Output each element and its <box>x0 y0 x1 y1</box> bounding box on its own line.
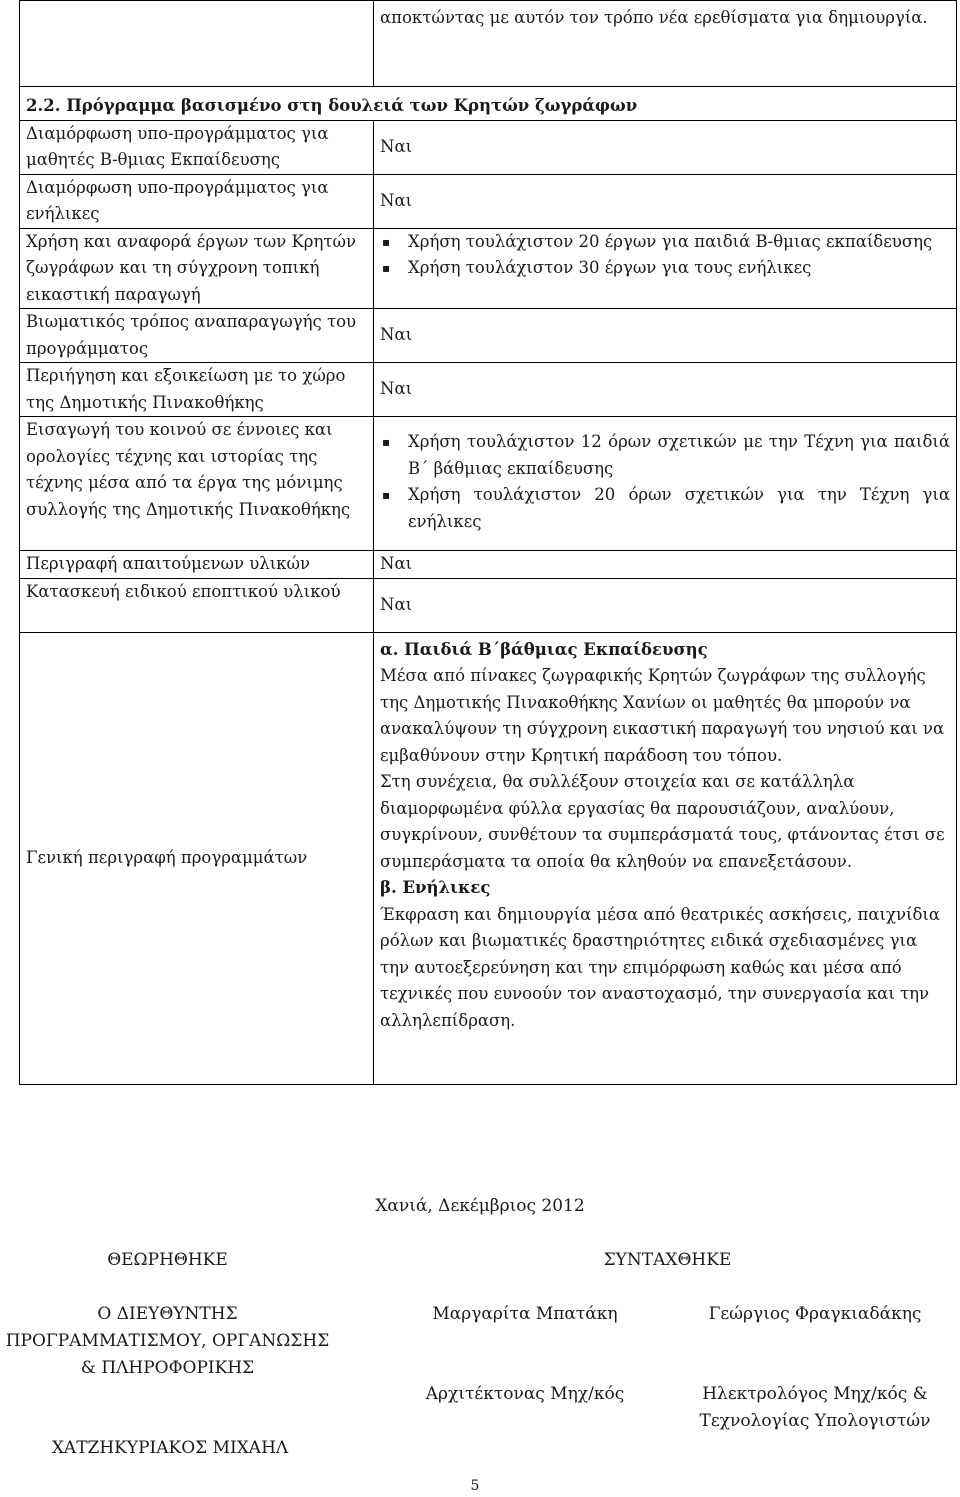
director-title-line: Ο ΔΙΕΥΘΥΝΤΗΣ <box>97 1304 238 1324</box>
table-row <box>20 228 957 309</box>
criterion-value: Ναι <box>374 578 957 632</box>
empty-cell <box>20 1 374 87</box>
table-row <box>20 363 957 417</box>
criterion-label: Περιήγηση και εξοικείωση με το χώρο της Δημοτικής Πινακοθήκης <box>20 363 374 417</box>
author2-role-line: Ηλεκτρολόγος Μηχ/κός & <box>702 1384 928 1404</box>
compiled-label: ΣΥΝΤΑΧΘΗΚΕ <box>603 1250 732 1270</box>
paragraph: Μέσα από πίνακες ζωγραφικής Κρητών ζωγράφων της συλλογής της Δημοτικής Πινακοθήκης Χανίων οι μαθητές θα μπορούν να ανακαλύψουν τη σύγχρονη εικαστική παραγωγή του νησιού και να εμβαθύνουν στην Κρητική παράδοση του τόπου. <box>380 666 945 765</box>
bullet-list <box>380 229 950 282</box>
criterion-value <box>374 417 957 551</box>
criterion-label: Διαμόρφωση υπο-προγράμματος για μαθητές Β-θμιας Εκπαίδευσης <box>20 120 374 174</box>
table-row <box>20 120 957 174</box>
criterion-label: Εισαγωγή του κοινού σε έννοιες και ορολογίες τέχνης και ιστορίας της τέχνης μέσα από τα έργα της μόνιμης συλλογής της Δημοτικής Πινακοθήκης <box>20 417 374 551</box>
table-row <box>20 309 957 363</box>
author2-name: Γεώργιος Φραγκιαδάκης <box>708 1304 922 1324</box>
criterion-label: Κατασκευή ειδικού εποπτικού υλικού <box>20 578 374 632</box>
criterion-value <box>374 228 957 309</box>
author1-name: Μαργαρίτα Μπατάκη <box>432 1304 618 1324</box>
table-row <box>20 417 957 551</box>
criterion-value: Ναι <box>374 174 957 228</box>
table-row <box>20 632 957 1084</box>
author1-role: Αρχιτέκτονας Μηχ/κός <box>425 1384 625 1404</box>
page-number: 5 <box>470 1478 480 1494</box>
author2-role <box>670 1381 960 1435</box>
program-table <box>19 0 957 1085</box>
director-name: ΧΑΤΖΗΚΥΡΙΑΚΟΣ ΜΙΧΑΗΛ <box>51 1438 289 1458</box>
list-item: ▪ Χρήση τουλάχιστον 30 έργων για τους ενήλικες <box>380 255 950 282</box>
list-item: ▪ Χρήση τουλάχιστον 20 όρων σχετικών για την Τέχνη για ενήλικες <box>380 482 950 535</box>
place-date: Χανιά, Δεκέμβριος 2012 <box>375 1196 585 1216</box>
cell-text: αποκτώντας με αυτόν τον τρόπο νέα ερεθίσματα για δημιουργία. <box>380 8 928 27</box>
seen-label: ΘΕΩΡΗΘΗΚΕ <box>107 1250 228 1270</box>
bullet-list <box>380 429 950 535</box>
criterion-value: Ναι <box>374 309 957 363</box>
section-title <box>20 87 957 121</box>
program-description <box>374 632 957 1084</box>
author2-role-line: Τεχνολογίας Υπολογιστών <box>699 1411 931 1431</box>
heading-students: α. Παιδιά Β΄βάθμιας Εκπαίδευσης <box>380 639 708 659</box>
criterion-value: Ναι <box>374 551 957 579</box>
criterion-label: Περιγραφή απαιτούμενων υλικών <box>20 551 374 579</box>
list-item: ▪ Χρήση τουλάχιστον 20 έργων για παιδιά Β-θμιας εκπαίδευσης <box>380 229 950 256</box>
heading-adults: β. Ενήλικες <box>380 878 491 897</box>
director-title-line: ΠΡΟΓΡΑΜΜΑΤΙΣΜΟΥ, ΟΡΓΑΝΩΣΗΣ <box>5 1331 330 1351</box>
paragraph: Έκφραση και δημιουργία μέσα από θεατρικές ασκήσεις, παιχνίδια ρόλων και βιωματικές δραστηριότητες ειδικά σχεδιασμένες για την αυτοεξερεύνηση και την επιμόρφωση καθώς και μέσα από τεχνικές που ευνοούν τον αναστοχασμό, την συνεργασία και την αλληλεπίδραση. <box>380 904 940 1030</box>
criterion-value: Ναι <box>374 363 957 417</box>
criterion-label: Γενική περιγραφή προγραμμάτων <box>20 632 374 1084</box>
table-row <box>20 551 957 579</box>
paragraph: Στη συνέχεια, θα συλλέξουν στοιχεία και σε κατάλληλα διαμορφωμένα φύλλα εργασίας θα παρουσιάζουν, αναλύουν, συγκρίνουν, συνθέτουν τα συμπεράσματά τους, φτάνοντας έτσι σε συμπεράσματα τα οποία θα κληθούν να επανεξετάσουν. <box>380 772 945 871</box>
criterion-label: Βιωματικός τρόπος αναπαραγωγής του προγράμματος <box>20 309 374 363</box>
list-item: ▪ Χρήση τουλάχιστον 12 όρων σχετικών με την Τέχνη για παιδιά Β΄ βάθμιας εκπαίδευσης <box>380 429 950 482</box>
criterion-label: Διαμόρφωση υπο-προγράμματος για ενήλικες <box>20 174 374 228</box>
director-title <box>0 1301 335 1382</box>
criterion-value: Ναι <box>374 120 957 174</box>
table-cell <box>374 1 957 87</box>
criterion-label: Χρήση και αναφορά έργων των Κρητών ζωγράφων και τη σύγχρονη τοπική εικαστική παραγωγή <box>20 228 374 309</box>
table-row <box>20 1 957 87</box>
table-row <box>20 174 957 228</box>
table-row <box>20 578 957 632</box>
section-title-text: 2.2. Πρόγραμμα βασισμένο στη δουλειά των Κρητών ζωγράφων <box>26 96 638 115</box>
director-title-line: & ΠΛΗΡΟΦΟΡΙΚΗΣ <box>80 1358 255 1378</box>
section-row <box>20 87 957 121</box>
